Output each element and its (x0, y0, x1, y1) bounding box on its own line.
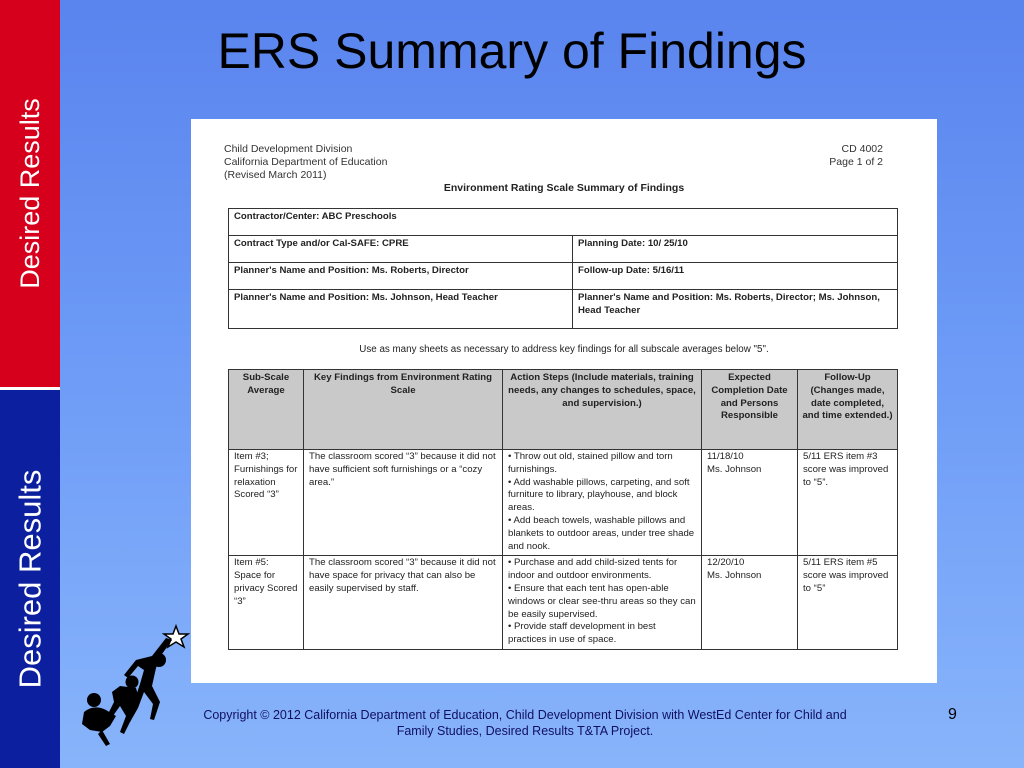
subscale-cell: Item #3; Furnishings for relaxation Scored “3” (229, 450, 304, 556)
contract-type-cell: Contract Type and/or Cal-SAFE: CPRE (229, 236, 573, 263)
document-image (191, 119, 937, 683)
followup-cell: 5/11 ERS item #3 score was improved to “5”. (798, 450, 898, 556)
completion-cell (702, 450, 798, 556)
finding-cell: The classroom scored “3” because it did not have space for privacy that can also be easily supervised by staff. (304, 556, 503, 650)
header-left-line: Child Development Division (224, 143, 353, 155)
action-step: • Add washable pillows, carpeting, and soft furniture to library, playhouse, and block areas. (508, 476, 690, 514)
followup-date-cell: Follow-up Date: 5/16/11 (573, 263, 898, 290)
action-step: • Add beach towels, washable pillows and blankets to outdoor areas, under tree shade and nook. (508, 514, 695, 552)
planner-cell: Planner's Name and Position: Ms. Roberts, Director (229, 263, 573, 290)
column-header: Expected Completion Date and Persons Responsible (702, 370, 798, 450)
header-left-line: California Department of Education (224, 156, 388, 168)
sidebar-band-top (0, 0, 60, 387)
children-star-logo (80, 622, 190, 746)
action-step: • Provide staff development in best practices in use of space. (508, 621, 656, 646)
subscale-cell: Item #5: Space for privacy Scored “3” (229, 556, 304, 650)
planner-cell: Planner's Name and Position: Ms. Roberts, Director; Ms. Johnson, Head Teacher (573, 290, 898, 329)
completion-date: 12/20/10 (707, 557, 745, 569)
responsible-person: Ms. Johnson (707, 463, 762, 475)
column-header: Follow-Up (Changes made, date completed, and time extended.) (798, 370, 898, 450)
completion-cell (702, 556, 798, 650)
document-header-left (224, 143, 387, 182)
sidebar-top-label: Desired Results (14, 98, 45, 289)
action-step: • Ensure that each tent has open-able windows or clear see-thru areas so they can be easily supervised. (508, 582, 696, 620)
followup-cell: 5/11 ERS item #5 score was improved to “5” (798, 556, 898, 650)
action-step: • Purchase and add child-sized tents for indoor and outdoor environments. (508, 557, 678, 582)
table-row (229, 556, 898, 650)
completion-date: 11/18/10 (707, 451, 744, 462)
slide-number: 9 (948, 706, 957, 723)
planning-date-cell: Planning Date: 10/ 25/10 (573, 236, 898, 263)
actions-cell (503, 556, 702, 650)
header-left-line: (Revised March 2011) (224, 169, 327, 181)
form-number: CD 4002 (841, 143, 883, 155)
column-header: Sub-Scale Average (229, 370, 304, 450)
contractor-cell: Contractor/Center: ABC Preschools (229, 209, 898, 236)
action-step: • Throw out old, stained pillow and torn furnishings. (508, 451, 673, 475)
slide-title: ERS Summary of Findings (217, 23, 807, 79)
responsible-person: Ms. Johnson (707, 570, 762, 582)
instruction-note: Use as many sheets as necessary to address key findings for all subscale averages below "5". (359, 344, 769, 355)
column-header: Key Findings from Environment Rating Scale (304, 370, 503, 450)
copyright-footer: Copyright © 2012 California Department of Education, Child Development Division with WestEd Center for Child and Family Studies, Desired Results T&TA Project. (203, 708, 847, 738)
document-title: Environment Rating Scale Summary of Findings (443, 182, 685, 194)
sidebar-bottom-label: Desired Results (12, 469, 47, 689)
finding-cell: The classroom scored “3” because it did not have sufficient soft furnishings or a “cozy area.” (304, 450, 503, 556)
table-row (229, 450, 898, 556)
column-header: Action Steps (Include materials, training needs, any changes to schedules, space, and supervision.) (503, 370, 702, 450)
document-header-right (829, 143, 883, 169)
sidebar-band-bottom (0, 387, 60, 768)
actions-cell (503, 450, 702, 556)
planner-cell: Planner's Name and Position: Ms. Johnson, Head Teacher (229, 290, 573, 329)
info-table (228, 208, 898, 329)
page-indicator: Page 1 of 2 (829, 156, 883, 168)
findings-table (228, 369, 898, 650)
